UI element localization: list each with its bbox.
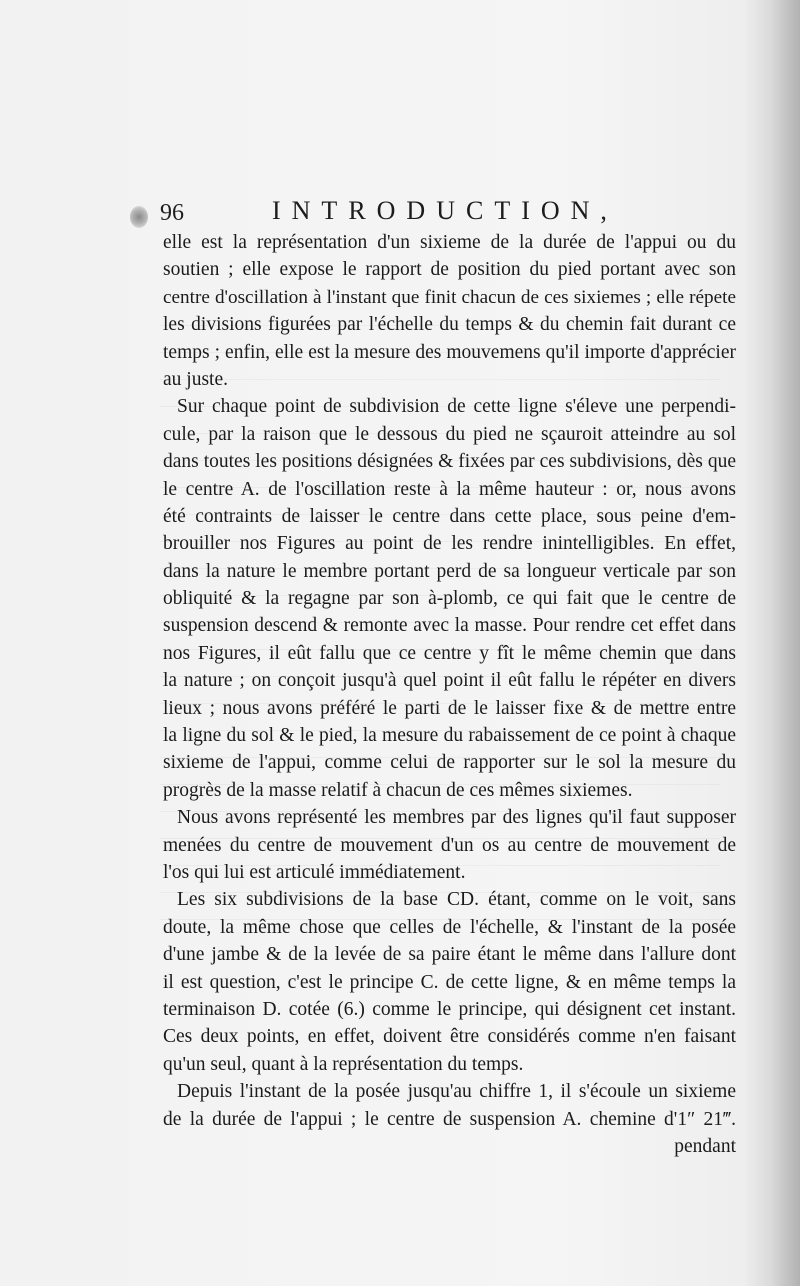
text-line: il est question, c'est le principe C. de cette ligne, & en même temps la [163,971,736,993]
text-line: la nature ; on conçoit jusqu'à quel point il eût fallu le répéter en divers [163,670,736,692]
text-line: la ligne du sol & le pied, la mesure du rabaissement de ce point à chaque [163,725,736,747]
text-line: Ces deux points, en effet, doivent être considérés comme n'en faisant [163,1026,736,1048]
text-line: progrès de la masse relatif à chacun de ces mêmes sixiemes. [163,779,633,801]
text-line: Nous avons représenté les membres par des lignes qu'il faut supposer [177,807,736,829]
text-line: le centre A. de l'oscillation reste à la même hauteur : or, nous avons [163,478,736,500]
text-line: d'une jambe & de la levée de sa paire étant le même dans l'allure dont [163,944,736,966]
text-line: les divisions figurées par l'échelle du temps & du chemin fait durant ce [163,314,736,336]
body-text [163,229,736,1160]
text-line: cule, par la raison que le dessous du pied ne sçauroit atteindre au sol [163,423,736,445]
text-line: Depuis l'instant de la posée jusqu'au chiffre 1, il s'écoule un sixieme [177,1081,736,1103]
text-line: lieux ; nous avons préféré le parti de le laisser fixe & de mettre entre [163,697,736,719]
text-line: qu'un seul, quant à la représentation du temps. [163,1053,524,1075]
text-line: de la durée de l'appui ; le centre de suspension A. chemine d'1″ 21‴. [163,1108,736,1130]
text-line: Les six subdivisions de la base CD. étant, comme on le voit, sans [177,889,736,911]
text-line: centre d'oscillation à l'instant que finit chacun de ces sixiemes ; elle répete [163,286,736,308]
text-line: au juste. [163,368,228,390]
text-line: dans toutes les positions désignées & fixées par ces subdivisions, dès que [163,451,736,473]
text-line: sixieme de l'appui, comme celui de rapporter sur le sol la mesure du [163,752,736,774]
text-line: temps ; enfin, elle est la mesure des mouvemens qu'il importe d'apprécier [163,341,736,363]
text-line: nos Figures, il eût fallu que ce centre y fît le même chemin que dans [163,642,736,664]
text-line: terminaison D. cotée (6.) comme le principe, qui désignent cet instant. [163,998,736,1020]
text-line: elle est la représentation d'un sixieme de la durée de l'appui ou du [163,232,736,253]
ink-blot [130,206,148,228]
text-line: doute, la même chose que celles de l'échelle, & l'instant de la posée [163,916,736,938]
running-head: INTRODUCTION, [272,196,618,225]
text-line: brouiller nos Figures au point de les rendre inintelligibles. En effet, [163,533,736,555]
text-line: menées du centre de mouvement d'un os au centre de mouvement de [163,834,736,856]
page-number: 96 [160,200,184,226]
text-line: Sur chaque point de subdivision de cette ligne s'éleve une perpendi- [177,396,736,418]
text-line: soutien ; elle expose le rapport de position du pied portant avec son [163,259,736,281]
text-line: été contraints de laisser le centre dans cette place, sous peine d'em- [163,505,736,527]
text-line: l'os qui lui est articulé immédiatement. [163,861,466,883]
text-line: dans la nature le membre portant perd de sa longueur verticale par son [163,560,736,582]
page-edge-shadow [770,0,800,1286]
text-line: suspension descend & remonte avec la masse. Pour rendre cet effet dans [163,615,736,637]
catchword: pendant [674,1135,736,1157]
text-line: obliquité & la regagne par son à-plomb, ce qui fait que le centre de [163,588,736,610]
